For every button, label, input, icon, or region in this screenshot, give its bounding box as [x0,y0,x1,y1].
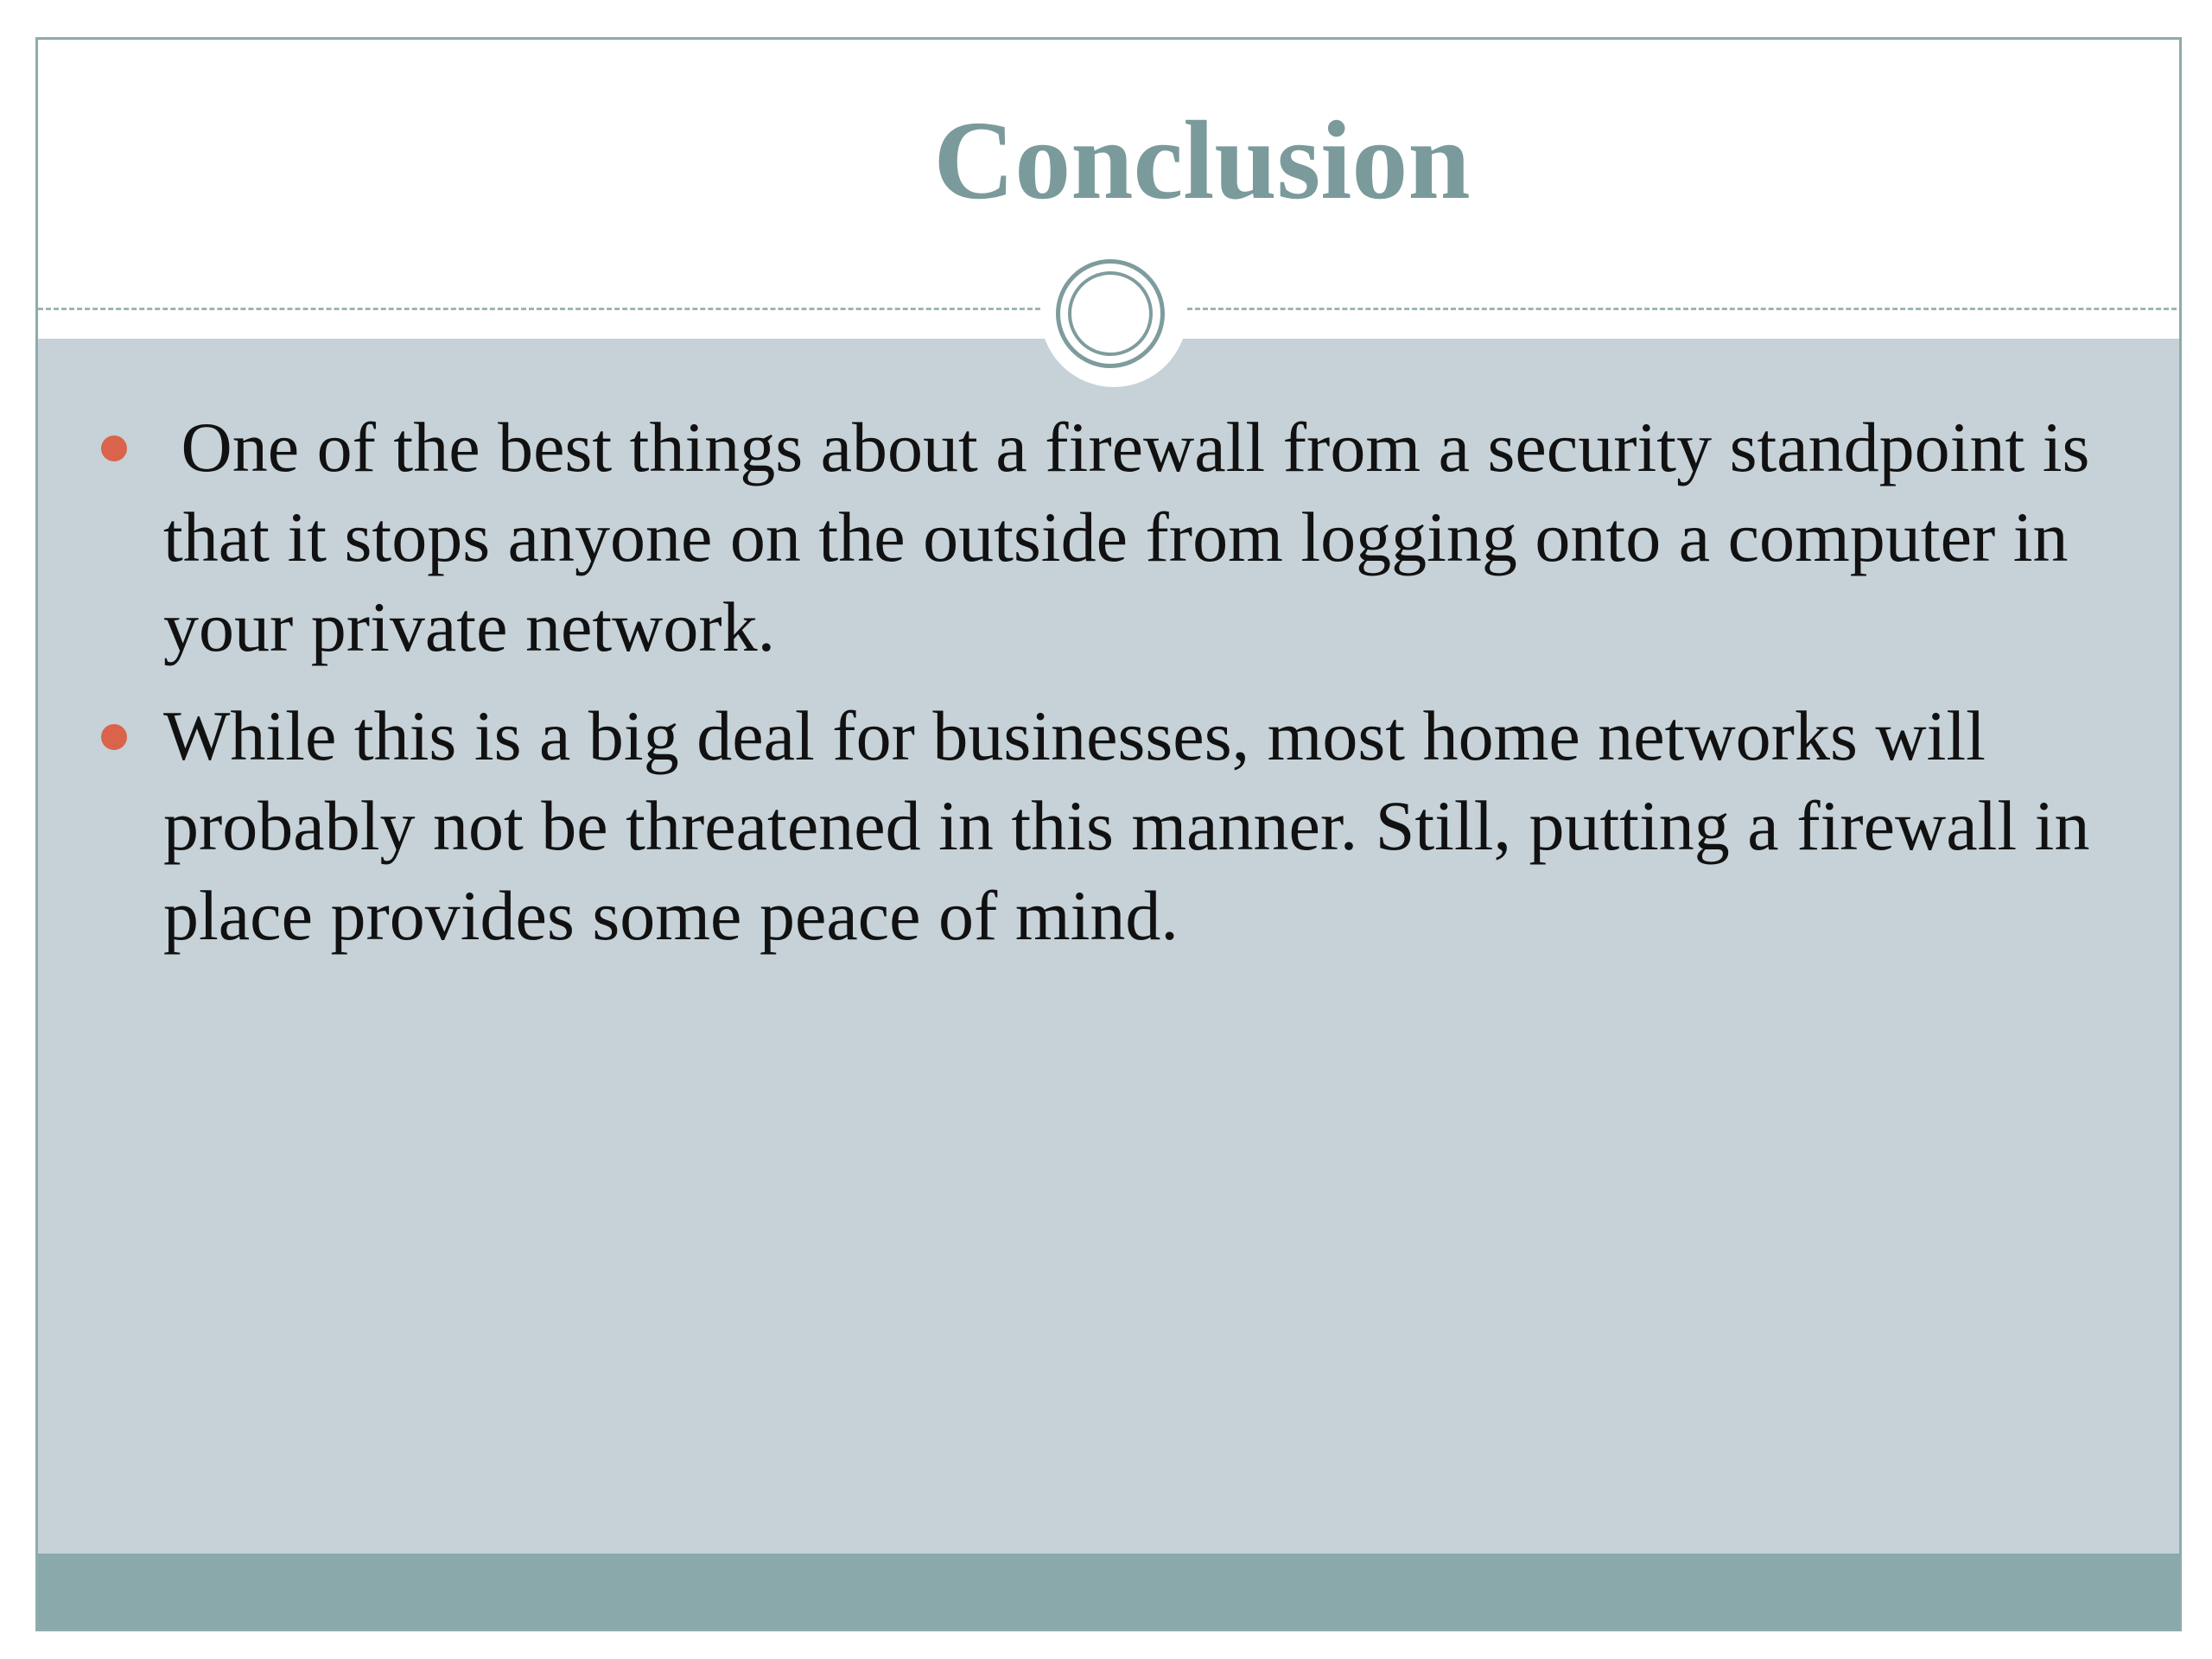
footer-bar [38,1554,2182,1631]
bullet-dot-icon [101,724,127,750]
circle-ornament-icon [1040,240,1187,387]
bullet-list [38,403,2182,980]
bullet-text: While this is a big deal for businesses, most home networks will probably not be threatened in this manner. Still, putting a firewall in place provides some peace of mind. [163,696,2090,955]
circle-ornament-outer-ring [1056,259,1165,368]
bullet-item-2 [38,691,2182,961]
bullet-text: One of the best things about a firewall from a security standpoint is that it stops anyone on the outside from logging onto a computer in your private network. [163,408,2090,666]
bullet-item-1 [38,403,2182,672]
title-divider-right [1187,308,2182,310]
bullet-dot-icon [101,435,127,461]
slide-title: Conclusion [933,99,1471,223]
slide [35,37,2182,1631]
circle-ornament-inner-ring [1068,271,1153,356]
title-divider-left [38,308,1040,310]
